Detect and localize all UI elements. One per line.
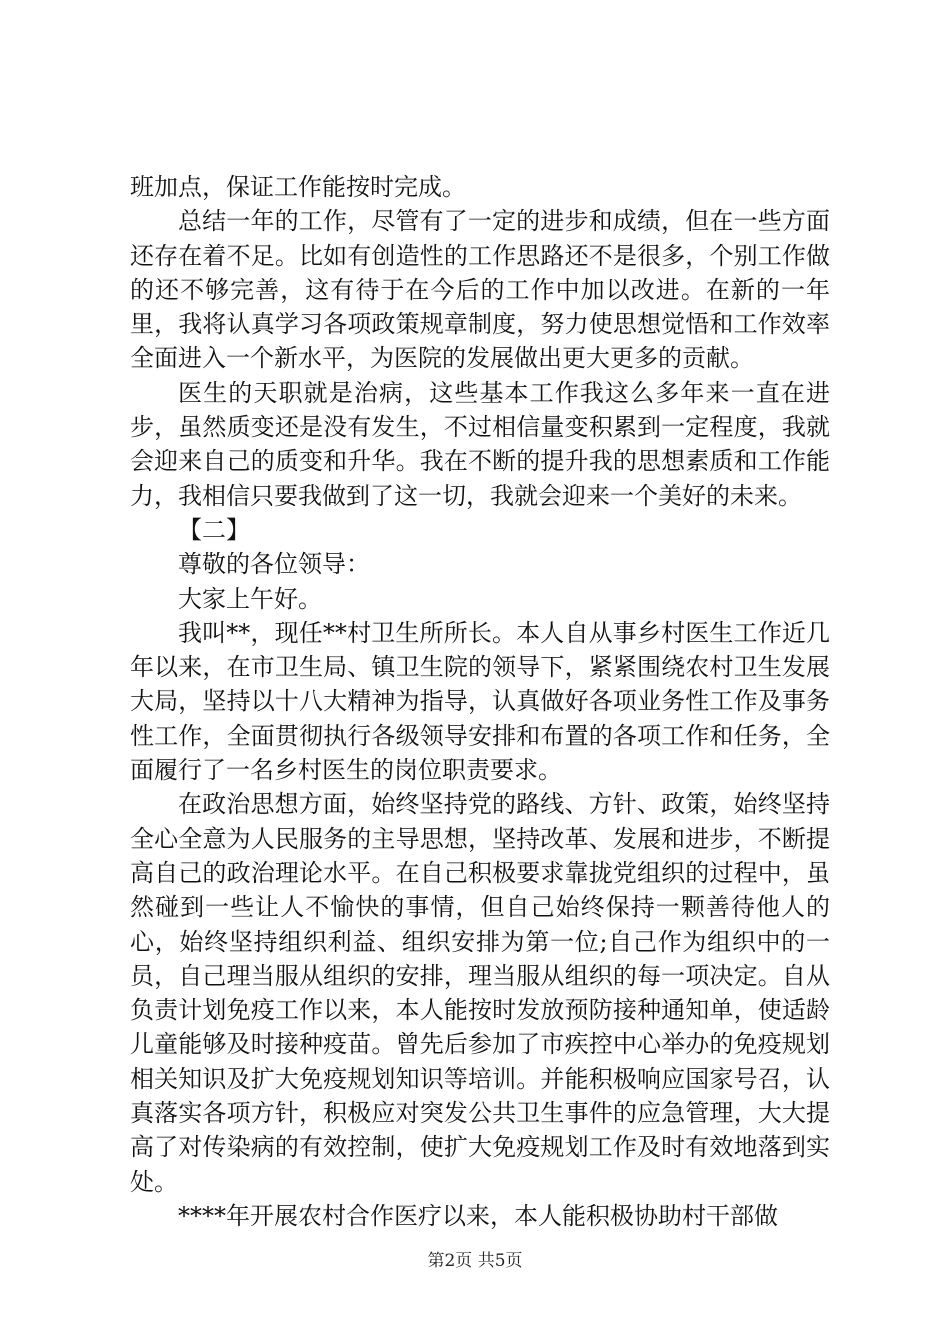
paragraph: 【二】 (178, 515, 250, 544)
paragraph: 总结一年的工作，尽管有了一定的进步和成绩，但在一些方面还存在着不足。比如有创造性的工作思路还不是很多，个别工作做的还不够完善，这有待于在今后的工作中加以改进。在新的一年里，我将认真学习各项政策规章制度，努力使思想觉悟和工作效率全面进入一个新水平，为医院的发展做出更大更多的贡献。 (130, 207, 830, 373)
document-body (130, 170, 830, 1233)
page-footer: 第2页 共5页 (427, 1251, 523, 1271)
paragraph: 医生的天职就是治病，这些基本工作我这么多年来一直在进步，虽然质变还是没有发生，不过相信量变积累到一定程度，我就会迎来自己的质变和升华。我在不断的提升我的思想素质和工作能力，我相信只要我做到了这一切，我就会迎来一个美好的未来。 (130, 378, 830, 510)
paragraph: 班加点，保证工作能按时完成。 (130, 173, 466, 201)
paragraph: 我叫**，现任**村卫生所所长。本人自从事乡村医生工作近几年以来，在市卫生局、镇卫生院的领导下，紧紧围绕农村卫生发展大局，坚持以十八大精神为指导，认真做好各项业务性工作及事务性工作，全面贯彻执行各级领导安排和布置的各项工作和任务，全面履行了一名乡村医生的岗位职责要求。 (130, 618, 830, 785)
paragraph: 尊敬的各位领导： (178, 550, 370, 579)
paragraph: 大家上午好。 (178, 584, 322, 613)
paragraph: ****年开展农村合作医疗以来，本人能积极协助村干部做 (178, 1201, 778, 1230)
paragraph: 在政治思想方面，始终坚持党的路线、方针、政策，始终坚持全心全意为人民服务的主导思想，坚持改革、发展和进步，不断提高自己的政治理论水平。在自己积极要求靠拢党组织的过程中，虽然碰到一些让人不愉快的事情，但自己始终保持一颗善待他人的心，始终坚持组织利益、组织安排为第一位;自己作为组织中的一员，自己理当服从组织的安排，理当服从组织的每一项决定。自从负责计划免疫工作以来，本人能按时发放预防接种通知单，使适龄儿童能够及时接种疫苗。曾先后参加了市疾控中心举办的免疫规划相关知识及扩大免疫规划知识等培训。并能积极响应国家号召，认真落实各项方针，积极应对突发公共卫生事件的应急管理，大大提高了对传染病的有效控制，使扩大免疫规划工作及时有效地落到实处。 (130, 790, 830, 1196)
